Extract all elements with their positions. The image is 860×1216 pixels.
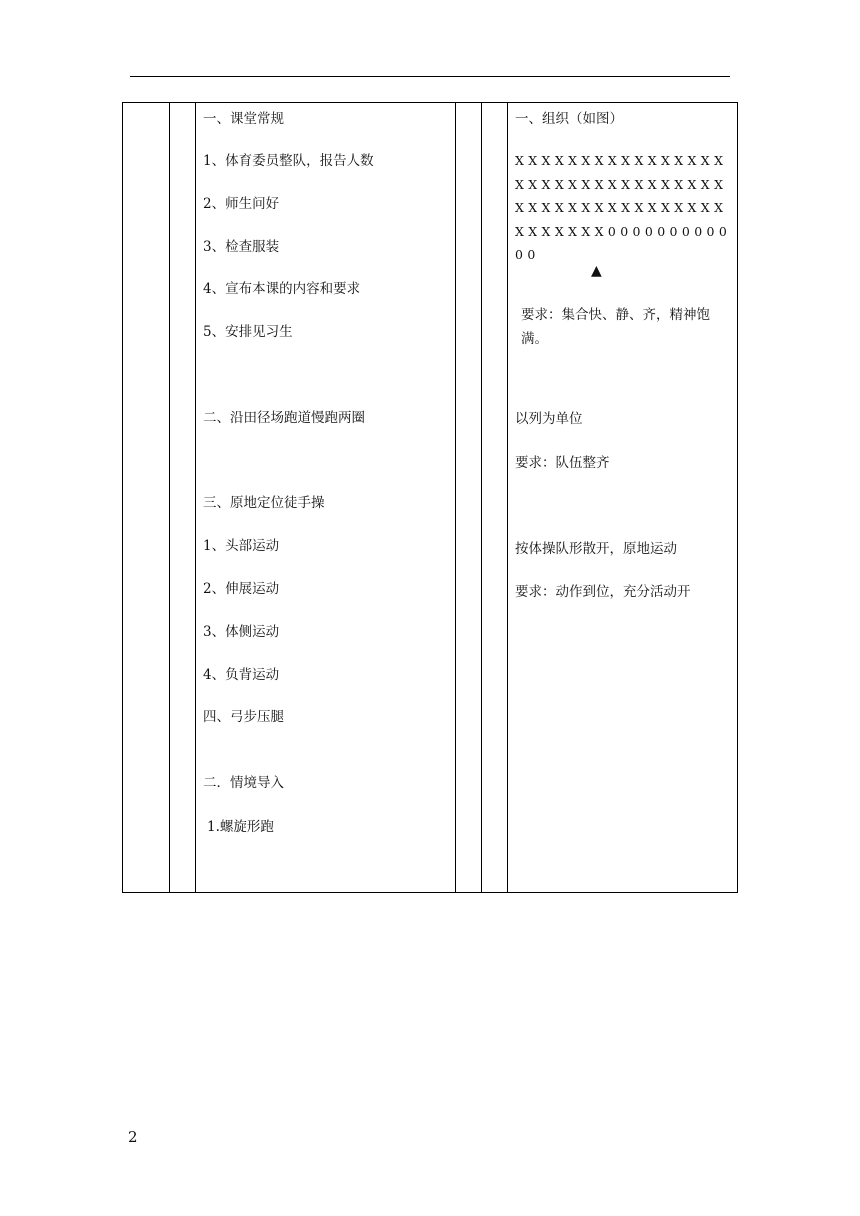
exercise-item: 2、伸展运动 [203,581,280,597]
exercise-item: 1、头部运动 [203,538,280,554]
exercise-title: 三、原地定位徒手操 [203,495,325,511]
exercise-item: 4、负背运动 [203,667,280,683]
requirement-text: 要求：队伍整齐 [515,455,610,471]
exercise-item: 3、体侧运动 [203,624,280,640]
intro-title: 二．情境导入 [203,775,284,791]
jog-title: 二、沿田径场跑道慢跑两圈 [203,410,365,426]
intro-item: 1.螺旋形跑 [207,819,274,835]
column-divider [455,103,456,892]
column-divider [507,103,508,892]
formation-diagram: X X X X X X X X X X X X X X X X X X X X X X X X X X X X X X X X X X X X X X X X X X X X X X X X X X X X X X X 0 0 0 0 0 0 0 0 0 0 0 0 [515,153,727,262]
page-number: 2 [128,1128,138,1146]
header-rule [130,76,730,77]
teacher-marker-icon: ▲ [591,263,602,279]
requirement-text: 要求：动作到位，充分活动开 [515,584,691,600]
routine-item: 2、师生问好 [203,196,280,212]
unit-text: 以列为单位 [515,411,583,427]
lesson-table [122,102,738,893]
column-divider [195,103,196,892]
spread-text: 按体操队形散开，原地运动 [515,541,677,557]
exercise-item: 四、弓步压腿 [203,709,284,725]
routine-item: 4、宣布本课的内容和要求 [203,281,361,297]
column-divider [481,103,482,892]
routine-title: 一、课堂常规 [203,111,284,127]
org-title: 一、组织（如图） [515,111,623,127]
routine-item: 3、检查服装 [203,239,280,255]
routine-item: 5、安排见习生 [203,324,293,340]
routine-item: 1、体育委员整队，报告人数 [203,153,374,169]
column-divider [169,103,170,892]
requirement-text: 要求：集合快、静、齐，精神饱满。 [521,307,710,347]
